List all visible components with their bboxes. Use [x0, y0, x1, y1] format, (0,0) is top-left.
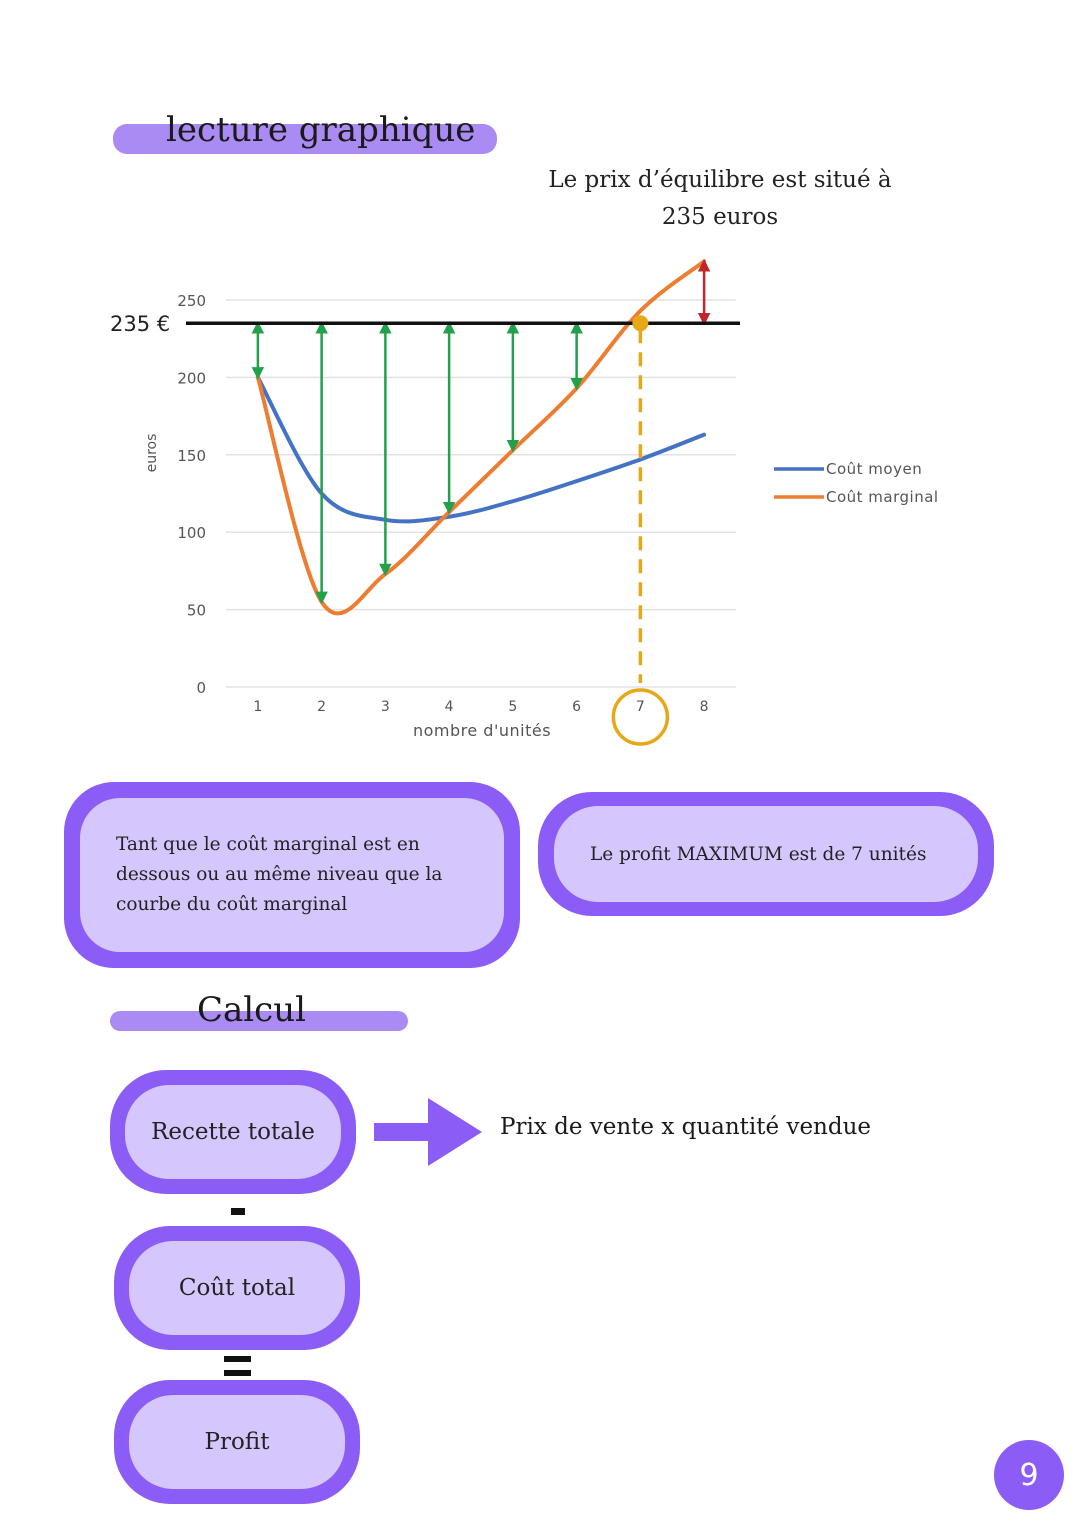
- y-tick-label: 150: [177, 446, 206, 465]
- reading-section-title: lecture graphique: [166, 110, 476, 150]
- series-line-marginal-cost: [258, 261, 704, 613]
- x-tick-label: 1: [253, 699, 263, 715]
- equals-operator-top: [224, 1356, 251, 1362]
- total-cost-inner: [129, 1241, 345, 1335]
- legend-label: Coût moyen: [826, 460, 923, 478]
- x-tick-label: 4: [444, 699, 454, 715]
- revenue-formula: Prix de vente x quantité vendue: [500, 1114, 872, 1140]
- marginal-cost-explanation-box: [64, 782, 520, 968]
- y-tick-label: 50: [186, 601, 206, 620]
- total-cost-label: Coût total: [178, 1275, 296, 1301]
- y-axis-label: euros: [144, 433, 160, 473]
- max-profit-box: [538, 792, 994, 916]
- y-tick-label: 250: [177, 292, 206, 310]
- y-tick-label: 100: [177, 524, 206, 543]
- equilibrium-note-line1: Le prix d’équilibre est situé à: [548, 167, 892, 193]
- marginal-cost-explanation-text: Tant que le coût marginal est en dessous ou au même niveau que la courbe du coût marginal: [116, 834, 443, 915]
- equilibrium-point: [632, 315, 648, 331]
- minus-operator: [231, 1208, 245, 1215]
- series-line-average-cost: [258, 377, 704, 521]
- x-tick-label: 5: [508, 699, 518, 715]
- x-tick-label: 3: [380, 699, 390, 715]
- y-tick-label: 200: [177, 369, 206, 388]
- right-arrow-icon: [374, 1096, 484, 1168]
- marginal-cost-explanation-inner: [80, 798, 504, 952]
- x-tick-label: 7: [635, 699, 645, 715]
- equilibrium-note: [540, 162, 900, 236]
- total-revenue-inner: [125, 1085, 341, 1179]
- legend-label: Coût marginal: [826, 488, 939, 506]
- profit-inner: [129, 1395, 345, 1489]
- equilibrium-note-line2: 235 euros: [661, 204, 779, 230]
- x-tick-label: 6: [572, 699, 582, 715]
- max-profit-text: Le profit MAXIMUM est de 7 unités: [590, 843, 927, 865]
- total-revenue-label: Recette totale: [151, 1119, 315, 1145]
- x-tick-label: 2: [317, 699, 327, 715]
- x-tick-label: 8: [699, 699, 709, 715]
- x-axis-label: nombre d'unités: [412, 721, 552, 740]
- profit-box: [114, 1380, 360, 1504]
- page-number: 9: [994, 1440, 1064, 1510]
- y-tick-label: 0: [196, 679, 206, 697]
- price-line-label: 235 €: [110, 312, 171, 337]
- profit-label: Profit: [204, 1429, 270, 1455]
- cost-chart: [90, 250, 970, 760]
- equals-operator-bottom: [224, 1370, 251, 1376]
- max-profit-inner: [554, 806, 978, 902]
- total-revenue-box: [110, 1070, 356, 1194]
- total-cost-box: [114, 1226, 360, 1350]
- calc-section-title: Calcul: [197, 990, 306, 1030]
